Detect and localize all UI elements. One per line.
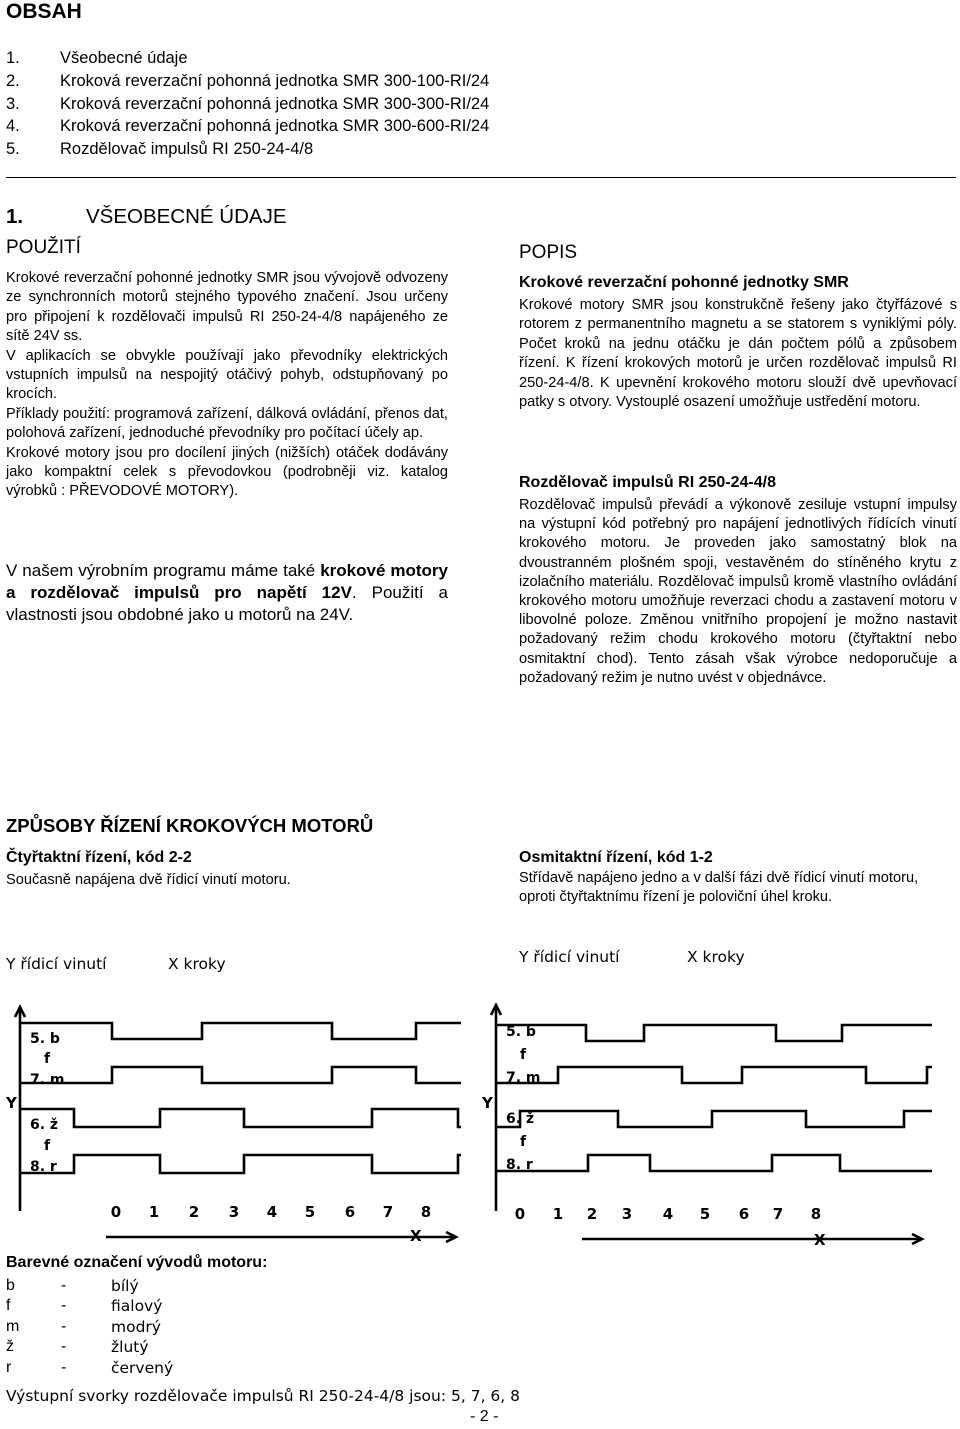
legend-key: f	[6, 1297, 11, 1314]
legend-row	[6, 1317, 267, 1338]
program-note-bold: krokové motory a rozdělovač impulsů pro napětí 12V	[6, 561, 449, 602]
row-label: 7. m	[30, 1072, 65, 1088]
waveform-line	[496, 1067, 932, 1083]
toc-item	[6, 70, 489, 93]
x-tick-label: 1	[148, 1203, 160, 1221]
legend-dash: -	[61, 1297, 67, 1314]
legend-row	[6, 1276, 267, 1297]
x-tick-label: 3	[621, 1205, 633, 1223]
legend-dash: -	[61, 1276, 67, 1294]
waveform-line	[496, 1025, 932, 1041]
desc-text	[519, 296, 957, 412]
toc-item-num: 2.	[6, 71, 20, 90]
waveform-line	[20, 1155, 461, 1173]
x-tick-label: 4	[662, 1205, 674, 1223]
x-tick-label: 8	[420, 1203, 432, 1221]
row-label: 8. r	[30, 1159, 57, 1175]
eight-step-heading: Osmitaktní řízení, kód 1-2	[519, 849, 713, 866]
use-heading: POUŽITÍ	[6, 237, 81, 258]
legend-value: modrý	[111, 1317, 161, 1336]
legend-row	[6, 1358, 267, 1379]
four-x-label: X kroky	[168, 955, 226, 973]
use-paragraph: Příklady použití: programová zařízení, dálková ovládání, přenos dat, polohová zařízení, jednoduché převodníky pro počítací účely ap.	[6, 405, 448, 442]
use-paragraph: Krokové reverzační pohonné jednotky SMR jsou vývojově odvozeny ze synchronních motorů stejného typového značení. Jsou určeny pro připojení k rozdělovači impulsů RI 250-24-4/8 napájeného ze sítě 24V ss.	[6, 270, 448, 345]
program-note-end: .	[351, 583, 357, 602]
row-label: 5. b	[506, 1024, 536, 1040]
use-paragraph: Krokové motory jsou pro docílení jiných (nižších) otáček dodávány jako kompaktní celek s převodovkou (podrobněji viz. katalog výrobků : PŘEVODOVÉ MOTORY).	[6, 444, 448, 500]
section-number: 1.	[6, 205, 24, 228]
x-tick-label: 6	[738, 1205, 750, 1223]
desc-subheading: Krokové reverzační pohonné jednotky SMR	[519, 274, 849, 291]
legend-value: fialový	[111, 1297, 163, 1315]
wire-color-legend	[6, 1253, 267, 1378]
page-number: - 2 -	[470, 1408, 499, 1425]
program-note-line2: Použití a vlastnosti jsou obdobné jako u motorů na 24V.	[6, 583, 448, 624]
desc-heading: POPIS	[519, 242, 578, 263]
toc-item	[6, 115, 489, 138]
toc-item	[6, 93, 489, 116]
waveform-line	[20, 1067, 461, 1083]
x-tick-label: 8	[810, 1205, 822, 1223]
distributor-subheading: Rozdělovač impulsů RI 250-24-4/8	[519, 474, 776, 491]
eight-step-text: Střídavě napájeno jedno a v další fázi dvě řídicí vinutí motoru, oproti čtyřtaktnímu řízení je poloviční úhel kroku.	[519, 870, 919, 906]
legend-dash: -	[61, 1338, 67, 1355]
four-step-heading: Čtyřtaktní řízení, kód 2-2	[6, 849, 192, 866]
y-axis-label: Y	[482, 1094, 493, 1112]
output-terminals-note: Výstupní svorky rozdělovače impulsů RI 250-24-4/8 jsou: 5, 7, 6, 8	[6, 1387, 521, 1405]
toc-title: OBSAH	[6, 0, 82, 23]
legend-dash: -	[61, 1317, 67, 1335]
desc-paragraph: Krokové motory SMR jsou konstrukčně řešeny jako čtyřfázové s rotorem z permanentního magnetu a se statorem s vyniklými póly. Počet kroků na jednu otáčku je dán počtem pólů a způsobem řízení. K řízení krokových motorů je určen rozdělovač impulsů RI 250-24-4/8. K upevnění krokového motoru slouží dvě upevňovací patky s otvory. Vystouplé osazení umožňuje ustředění motoru.	[519, 297, 957, 411]
program-note-text: V našem výrobním programu máme také	[6, 561, 321, 580]
toc-item-text: Kroková reverzační pohonná jednotka SMR 300-300-RI/24	[60, 94, 490, 113]
x-tick-label: 5	[699, 1205, 711, 1223]
row-label: f	[520, 1134, 527, 1150]
row-label: 6. ž	[30, 1117, 59, 1133]
row-label: f	[44, 1138, 51, 1154]
row-label: 5. b	[30, 1031, 60, 1047]
four-step-text: Současně napájena dvě řídicí vinutí motoru.	[6, 872, 291, 888]
legend-value: žlutý	[111, 1338, 149, 1356]
distributor-paragraph: Rozdělovač impulsů převádí a výkonově zesiluje vstupní impulsy na výstupní kód potřebný pro napájení jednotlivých řídících vinutí krokového motoru. Je proveden jako samostatný blok na dvoustranném plošném spoji, vestavěném do stíněného krytu z izolačního materiálu. Rozdělovač impulsů kromě vlastního ovládání krokového motoru umožňuje reverzaci chodu a zastavení motoru v libovolné poloze. Změnou vnitřního propojení je možno nastavit požadovaný režim chodu krokového motoru (čtyřtaktní nebo osmitaktní chod). Tento zásah však výrobce nedoporučuje a požadovaný režim je nutno uvést v objednávce.	[519, 497, 957, 686]
section-title: VŠEOBECNÉ ÚDAJE	[86, 205, 287, 228]
toc-item-text: Všeobecné údaje	[60, 49, 188, 67]
x-tick-label: 5	[304, 1203, 316, 1221]
row-label: 6. ž	[506, 1111, 535, 1127]
x-tick-label: 2	[188, 1203, 200, 1221]
legend-key: b	[6, 1276, 15, 1294]
legend-key: ž	[6, 1338, 14, 1355]
row-label: 7. m	[506, 1070, 541, 1086]
section-divider	[6, 177, 956, 178]
x-tick-label: 0	[514, 1205, 526, 1223]
x-axis-label: X	[410, 1227, 422, 1245]
legend-dash: -	[61, 1358, 67, 1376]
toc-item-num: 1.	[6, 49, 20, 67]
legend-key: m	[6, 1317, 20, 1335]
x-tick-label: 6	[344, 1203, 356, 1221]
row-label: f	[44, 1051, 51, 1067]
x-axis-label: X	[814, 1231, 826, 1245]
four-y-label: Y řídicí vinutí	[6, 955, 107, 973]
waveform-line	[20, 1109, 461, 1127]
x-tick-label: 1	[552, 1205, 564, 1223]
row-label: 8. r	[506, 1157, 533, 1173]
legend-row	[6, 1296, 267, 1317]
legend-key: r	[6, 1358, 12, 1376]
use-text	[6, 269, 448, 502]
x-tick-label: 4	[266, 1203, 278, 1221]
section-heading	[6, 205, 287, 229]
eight-x-label: X kroky	[687, 948, 745, 966]
waveform-line	[496, 1111, 932, 1127]
x-tick-label: 3	[228, 1203, 240, 1221]
four-step-timing-diagram	[6, 993, 476, 1245]
distributor-text	[519, 496, 957, 688]
toc-item-text: Kroková reverzační pohonná jednotka SMR 300-600-RI/24	[60, 117, 490, 136]
toc-item-text: Kroková reverzační pohonná jednotka SMR 300-100-RI/24	[60, 71, 490, 90]
toc-item	[6, 47, 489, 70]
y-axis-label: Y	[6, 1094, 17, 1112]
use-paragraph: V aplikacích se obvykle používají jako převodníky elektrických vstupních impulsů na nespojitý otáčivý pohyb, odstupňovaný po krocích.	[6, 347, 448, 403]
eight-step-timing-diagram	[482, 993, 952, 1245]
toc-item	[6, 138, 489, 161]
eight-y-label: Y řídicí vinutí	[519, 948, 620, 966]
toc-item-num: 4.	[6, 117, 20, 136]
row-label: f	[520, 1047, 527, 1063]
x-tick-label: 2	[586, 1205, 598, 1223]
legend-value: červený	[111, 1358, 174, 1377]
toc-item-num: 3.	[6, 94, 20, 113]
toc-list	[6, 47, 489, 161]
legend-heading: Barevné označení vývodů motoru:	[6, 1254, 268, 1271]
toc-item-num: 5.	[6, 140, 20, 159]
legend-row	[6, 1337, 267, 1358]
control-heading: ZPŮSOBY ŘÍZENÍ KROKOVÝCH MOTORŮ	[6, 815, 374, 836]
waveform-line	[20, 1023, 461, 1039]
program-note	[6, 560, 448, 626]
waveform-line	[496, 1155, 932, 1171]
x-tick-label: 0	[110, 1203, 122, 1221]
legend-value: bílý	[111, 1276, 139, 1295]
x-tick-label: 7	[772, 1205, 784, 1223]
toc-item-text: Rozdělovač impulsů RI 250-24-4/8	[60, 140, 314, 159]
x-tick-label: 7	[382, 1203, 394, 1221]
